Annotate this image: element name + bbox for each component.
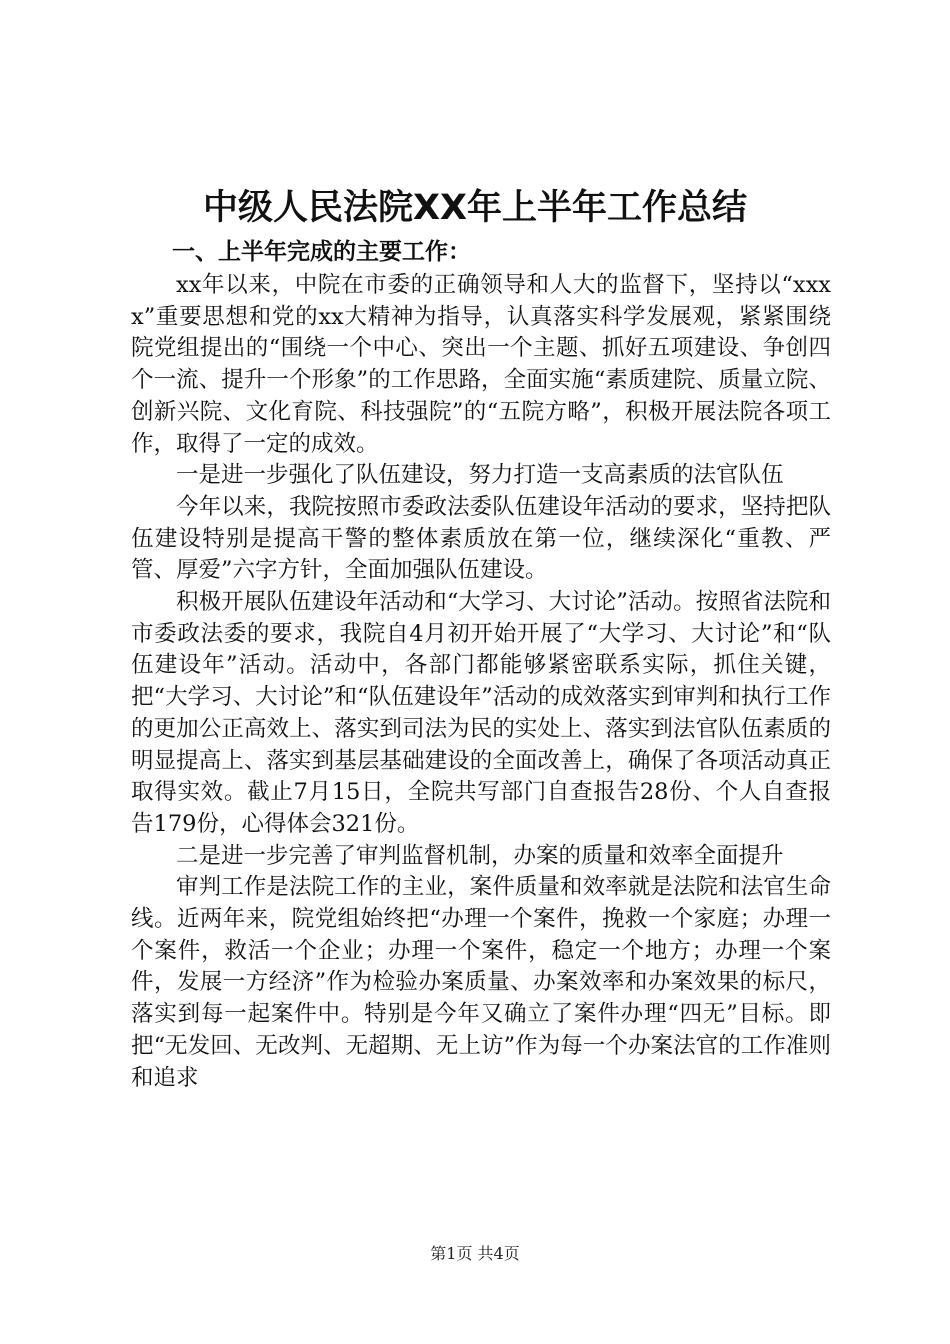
page-footer: 第1页 共4页 [430, 1244, 520, 1263]
document-title: 中级人民法院XX年上半年工作总结 [203, 188, 747, 228]
section-heading: 一、上半年完成的主要工作： [172, 239, 471, 265]
paragraph-intro: xx年以来，中院在市委的正确领导和人大的监督下，坚持以“xxxx”重要思想和党的xx大精神为指导，认真落实科学发展观，紧紧围绕院党组提出的“围绕一个中心、突出一个主题、抓好五项建设、争创四个一流、提升一个形象”的工作思路，全面实施“素质建院、质量立院、创新兴院、文化育院、科技强院”的“五院方略”，积极开展法院各项工作，取得了一定的成效。 [131, 272, 831, 457]
paragraph-trial-work: 审判工作是法院工作的主业，案件质量和效率就是法院和法官生命线。近两年来，院党组始终把“办理一个案件，挽救一个家庭；办理一个案件，救活一个企业；办理一个案件，稳定一个地方；办理一个案件，发展一方经济”作为检验办案质量、办案效率和办案效果的标尺，落实到每一起案件中。特别是今年又确立了案件办理“四无”目标。即把“无发回、无改判、无超期、无上访”作为每一个办案法官的工作准则和追求 [131, 874, 831, 1091]
paragraph-team-building: 今年以来，我院按照市委政法委队伍建设年活动的要求，坚持把队伍建设特别是提高干警的整体素质放在第一位，继续深化“重教、严管、厚爱”六字方针，全面加强队伍建设。 [131, 493, 831, 584]
document-body [131, 270, 831, 1094]
paragraph-point-two: 二是进一步完善了审判监督机制，办案的质量和效率全面提升 [176, 842, 784, 869]
paragraph-point-one: 一是进一步强化了队伍建设，努力打造一支高素质的法官队伍 [176, 462, 784, 489]
paragraph-activities: 积极开展队伍建设年活动和“大学习、大讨论”活动。按照省法院和市委政法委的要求，我院自4月初开始开展了“大学习、大讨论”和“队伍建设年”活动。活动中，各部门都能够紧密联系实际，抓住关键，把“大学习、大讨论”和“队伍建设年”活动的成效落实到审判和执行工作的更加公正高效上、落实到司法为民的实处上、落实到法官队伍素质的明显提高上、落实到基层基础建设的全面改善上，确保了各项活动真正取得实效。截止7月15日，全院共写部门自查报告28份、个人自查报告179份，心得体会321份。 [131, 589, 831, 837]
